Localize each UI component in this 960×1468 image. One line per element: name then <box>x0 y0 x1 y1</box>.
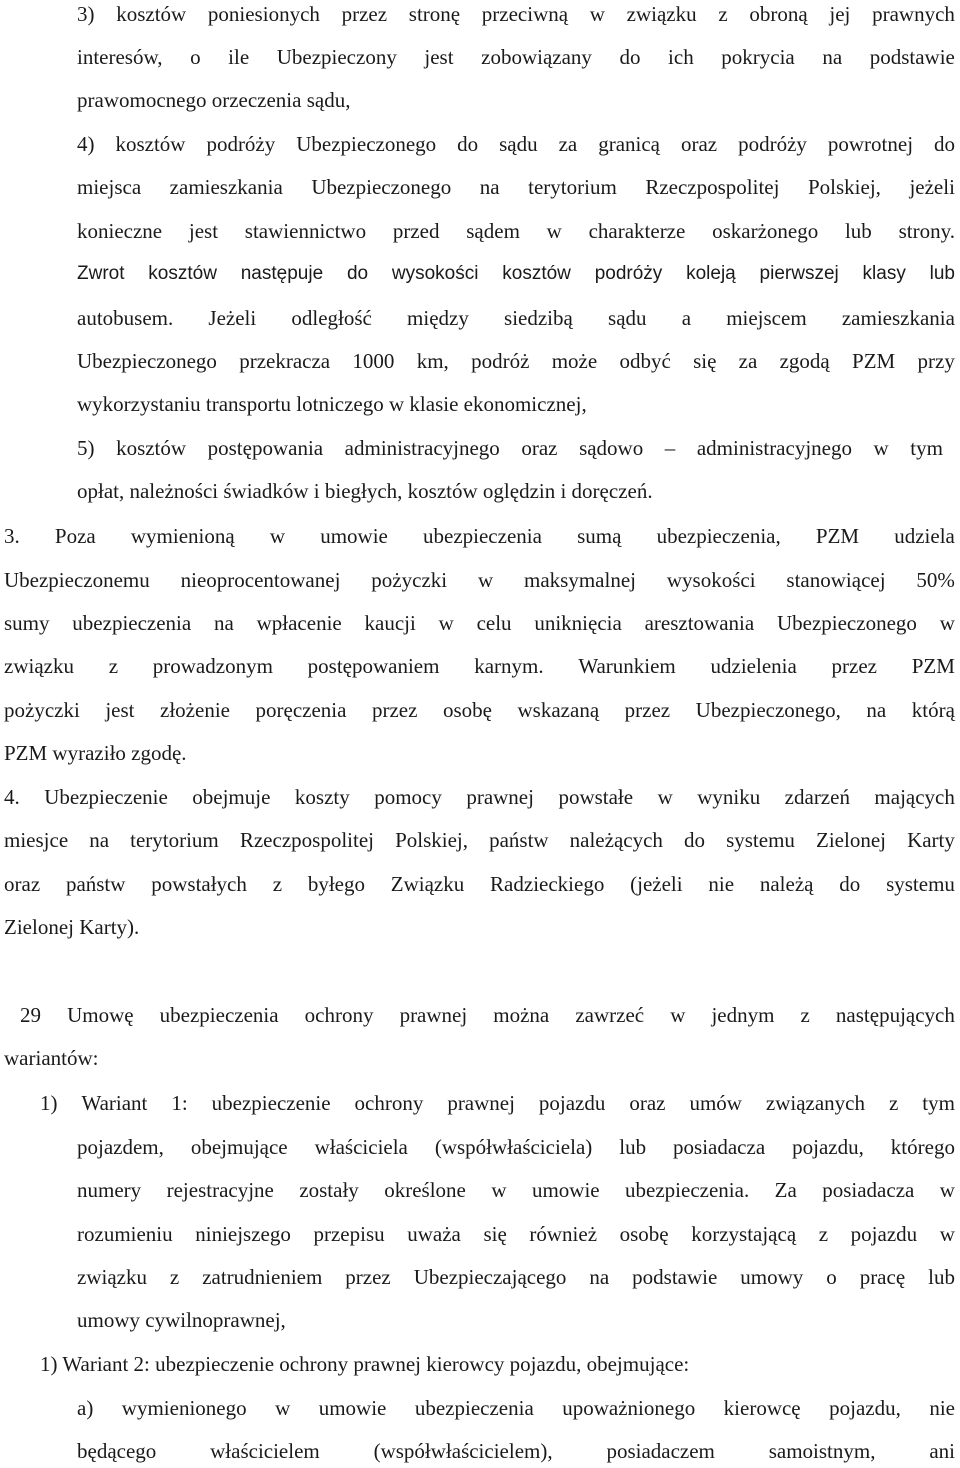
text-line: prawomocnego orzeczenia sądu, <box>77 88 351 112</box>
text-line: numery rejestracyjne zostały określone w umowie ubezpieczenia. Za posiadacza w <box>77 1178 955 1202</box>
text-line: 3) kosztów poniesionych przez stronę przeciwną w związku z obroną jej prawnych <box>77 2 955 26</box>
text-line: umowy cywilnoprawnej, <box>77 1308 286 1332</box>
text-line: rozumieniu niniejszego przepisu uważa się również osobę korzystającą z pojazdu w <box>77 1222 955 1246</box>
text-line: będącego właścicielem (współwłaścicielem), posiadaczem samoistnym, ani <box>77 1439 955 1463</box>
text-line: a) wymienionego w umowie ubezpieczenia upoważnionego kierowcę pojazdu, nie <box>77 1396 955 1420</box>
text-line: pojazdem, obejmujące właściciela (współwłaściciela) lub posiadacza pojazdu, którego <box>77 1135 955 1159</box>
text-line: PZM wyraziło zgodę. <box>4 741 187 765</box>
text-line: sumy ubezpieczenia na wpłacenie kaucji w celu uniknięcia aresztowania Ubezpieczonego w <box>4 611 955 635</box>
text-line: związku z zatrudnieniem przez Ubezpieczającego na podstawie umowy o pracę lub <box>77 1265 955 1289</box>
text-line: wariantów: <box>4 1046 99 1070</box>
text-line: konieczne jest stawiennictwo przed sądem w charakterze oskarżonego lub strony. <box>77 219 955 243</box>
text-line: oraz państw powstałych z byłego Związku Radzieckiego (jeżeli nie należą do systemu <box>4 872 955 896</box>
text-line: Ubezpieczonemu nieoprocentowanej pożyczki w maksymalnej wysokości stanowiącej 50% <box>4 568 955 592</box>
text-line: wykorzystaniu transportu lotniczego w klasie ekonomicznej, <box>77 392 587 416</box>
text-line: autobusem. Jeżeli odległość między siedzibą sądu a miejscem zamieszkania <box>77 306 955 330</box>
list-item-variant-2: 1) Wariant 2: ubezpieczenie ochrony prawnej kierowcy pojazdu, obejmujące: <box>40 1352 690 1376</box>
text-line: Ubezpieczonego przekracza 1000 km, podróż może odbyć się za zgodą PZM przy <box>77 349 955 373</box>
text-line: miesjce na terytorium Rzeczpospolitej Polskiej, państw należących do systemu Zielonej Karty <box>4 828 955 852</box>
text-line: 4) kosztów podróży Ubezpieczonego do sądu za granicą oraz podróży powrotnej do <box>77 132 955 156</box>
text-line: interesów, o ile Ubezpieczony jest zobowiązany do ich pokrycia na podstawie <box>77 45 955 69</box>
text-line: Zwrot kosztów następuje do wysokości kosztów podróży koleją pierwszej klasy lub <box>77 263 955 284</box>
text-line: pożyczki jest złożenie poręczenia przez osobę wskazaną przez Ubezpieczonego, na którą <box>4 698 955 722</box>
text-line: opłat, należności świadków i biegłych, kosztów oględzin i doręczeń. <box>77 479 653 503</box>
text-line: 5) kosztów postępowania administracyjnego oraz sądowo – administracyjnego w tym <box>77 436 943 460</box>
text-line: Zielonej Karty). <box>4 915 140 939</box>
list-item-variant-1: 1) Wariant 1: ubezpieczenie ochrony prawnej pojazdu oraz umów związanych z tym <box>40 1091 955 1115</box>
section-heading-line: 29 Umowę ubezpieczenia ochrony prawnej można zawrzeć w jednym z następujących <box>20 1003 955 1027</box>
text-line: 3. Poza wymienioną w umowie ubezpieczenia sumą ubezpieczenia, PZM udziela <box>4 524 955 548</box>
text-line: związku z prowadzonym postępowaniem karnym. Warunkiem udzielenia przez PZM <box>4 654 955 678</box>
text-line: miejsca zamieszkania Ubezpieczonego na terytorium Rzeczpospolitej Polskiej, jeżeli <box>77 175 955 199</box>
text-line: 4. Ubezpieczenie obejmuje koszty pomocy prawnej powstałe w wyniku zdarzeń mających <box>4 785 955 809</box>
